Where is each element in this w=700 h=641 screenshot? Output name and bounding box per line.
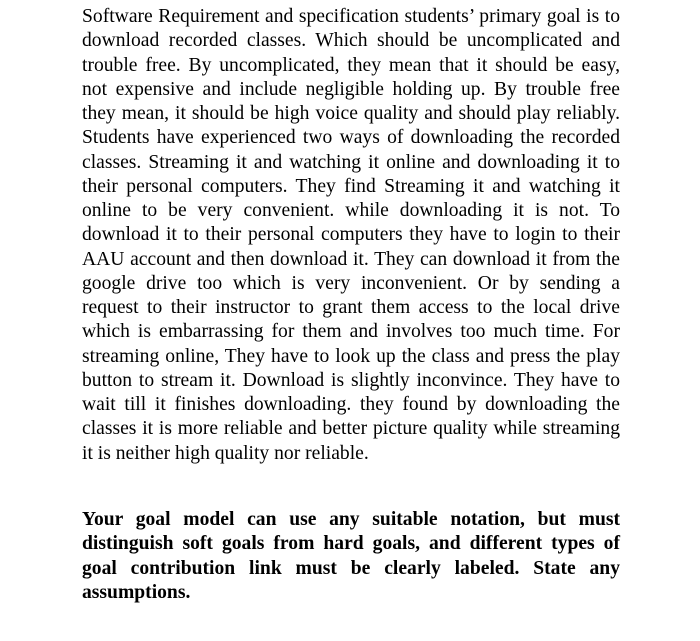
scenario-paragraph: Software Requirement and specification students’ primary goal is to download recorded classes. Which should be uncomplicated and trouble free. By uncomplicated, they mean that it should be easy, not expensive and include negligible holding up. By trouble free they mean, it should be high voice quality and should play reliably. Students have experienced two ways of downloading the recorded classes. Streaming it and watching it online and downloading it to their personal computers. They find Streaming it and watching it online to be very convenient. while downloading it is not. To download it to their personal computers they have to login to their AAU account and then download it. They can download it from the google drive too which is very inconvenient. Or by sending a request to their instructor to grant them access to the local drive which is embarrassing for them and involves too much time. For streaming online, They have to look up the class and press the play button to stream it. Download is slightly inconvince. They have to wait till it finishes downloading. they found by downloading the classes it is more reliable and better picture quality while streaming it is neither high quality nor reliable. [82, 6, 620, 464]
instructions-paragraph: Your goal model can use any suitable notation, but must distinguish soft goals from hard goals, and different types of goal contribution link must be clearly labeled. State any assumptions. [82, 509, 620, 603]
